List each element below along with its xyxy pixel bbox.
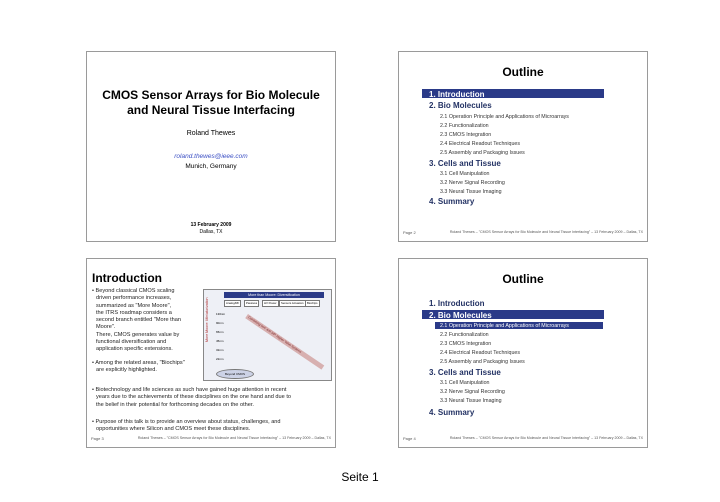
slide-footer <box>403 435 643 443</box>
figure-base-label: Beyond CMOS <box>216 369 254 379</box>
sub-item: 2.2 Functionalization <box>440 123 489 129</box>
intro-title: Introduction <box>92 271 162 285</box>
bullet-line: Moore". <box>96 324 116 331</box>
footer-text: Roland Thewes – "CMOS Sensor Arrays for Bio Molecule and Neural Tissue Interfacing" – 13 February 2009 – Dallas, TX <box>449 230 643 234</box>
sub-item: 3.3 Neural Tissue Imaging <box>440 398 502 404</box>
figure-vertical-label: More Moore: Miniaturization <box>205 297 209 342</box>
author-location: Munich, Germany <box>185 163 237 170</box>
bullet-line: second branch entitled "More than <box>96 317 182 324</box>
figure-box: Biochips <box>307 301 318 305</box>
bullet-line: years due to the achievements of these disciplines on the one hand and due to <box>96 394 291 401</box>
sub-item: 2.3 CMOS Integration <box>440 132 492 138</box>
page-number: Page 3 <box>91 436 104 441</box>
page-number: Page 4 <box>403 436 416 441</box>
sub-item: 3.2 Nerve Signal Recording <box>440 389 505 395</box>
bullet-3 <box>92 387 332 409</box>
node-label: 45nm <box>216 339 224 343</box>
sub-item: 2.1 Operation Principle and Applications of Microarrays <box>440 114 569 120</box>
bullet-4 <box>92 419 332 434</box>
sub-item: 2.2 Functionalization <box>440 332 489 338</box>
sub-item: 2.5 Assembly and Packaging Issues <box>440 150 525 156</box>
footer-text: Roland Thewes – "CMOS Sensor Arrays for Bio Molecule and Neural Tissue Interfacing" – 13 February 2009 – Dallas, TX <box>449 436 643 440</box>
sub-item: 3.1 Cell Manipulation <box>440 380 490 386</box>
page-number: Page 2 <box>403 230 416 235</box>
bullet-line: the belief in their potential for forthcoming decades on the other. <box>96 401 254 408</box>
section-summary: 4. Summary <box>429 197 475 206</box>
section-bio-molecules: 2. Bio Molecules <box>429 311 492 320</box>
bullet-line: • Biotechnology and life sciences as such have gained huge attention in recent <box>92 387 287 393</box>
bullet-2 <box>92 360 207 375</box>
figure-diagonal-label: Combining SoC and SiP: Higher Value Systems <box>245 314 324 370</box>
bullet-line: summarized as "More Moore", <box>96 302 172 309</box>
section-cells-tissue: 3. Cells and Tissue <box>429 368 501 377</box>
figure-header: More than Moore: Diversification <box>224 292 324 298</box>
outline-slide-bio <box>398 258 648 448</box>
slide-title-line2: and Neural Tissue Interfacing <box>127 103 295 117</box>
footer-text: Roland Thewes – "CMOS Sensor Arrays for Bio Molecule and Neural Tissue Interfacing" – 13 February 2009 – Dallas, TX <box>137 436 331 440</box>
author-name: Roland Thewes <box>186 130 236 137</box>
bullet-line: functional diversification and <box>96 339 167 346</box>
sub-item: 2.4 Electrical Readout Techniques <box>440 350 520 356</box>
figure-box: Passives <box>246 301 258 305</box>
figure-box: Analog/RF <box>226 301 240 305</box>
figure-box: HV Power <box>264 301 277 305</box>
node-label: 65nm <box>216 330 224 334</box>
section-cells-tissue: 3. Cells and Tissue <box>429 159 501 168</box>
section-summary: 4. Summary <box>429 408 475 417</box>
bullet-line: • Beyond classical CMOS scaling <box>92 288 175 294</box>
bullet-line: There, CMOS generates value by <box>96 331 180 338</box>
bullet-1 <box>92 288 202 354</box>
bullet-line: the ITRS roadmap considers a <box>96 309 172 316</box>
sub-item: 3.3 Neural Tissue Imaging <box>440 189 502 195</box>
bullet-line: • Purpose of this talk is to provide an overview about status, challenges, and <box>92 419 281 425</box>
sub-item: 2.5 Assembly and Packaging Issues <box>440 359 525 365</box>
author-email-link[interactable]: roland.thewes@ieee.com <box>174 153 248 160</box>
bullet-line: driven performance increases, <box>96 295 172 302</box>
slide-footer <box>403 229 643 237</box>
slide-title-line1: CMOS Sensor Arrays for Bio Molecule <box>102 88 320 102</box>
bullet-line: opportunities where Silicon and CMOS meet these disciplines. <box>96 426 251 433</box>
page-label: Seite 1 <box>341 470 379 484</box>
sub-item: 2.3 CMOS Integration <box>440 341 492 347</box>
more-than-moore-figure <box>203 289 332 381</box>
node-list <box>216 310 225 364</box>
section-introduction: 1. Introduction <box>429 299 485 308</box>
outline-title: Outline <box>502 65 544 79</box>
sub-item: 3.1 Cell Manipulation <box>440 171 490 177</box>
node-label: 22nm <box>216 357 224 361</box>
node-label: 130nm <box>216 312 226 316</box>
introduction-slide <box>86 258 336 448</box>
section-introduction: 1. Introduction <box>429 90 485 99</box>
slide-footer <box>91 435 331 443</box>
sub-item-highlighted: 2.1 Operation Principle and Applications of Microarrays <box>440 323 569 329</box>
sub-item: 3.2 Nerve Signal Recording <box>440 180 505 186</box>
outline-title: Outline <box>502 272 544 286</box>
bullet-line: are explicitly highlighted. <box>96 367 157 374</box>
talk-date: 13 February 2009 <box>190 222 232 228</box>
node-label: 90nm <box>216 321 224 325</box>
talk-city: Dallas, TX <box>199 229 223 235</box>
bullet-line: • Among the related areas, "Biochips" <box>92 360 185 366</box>
title-slide <box>86 51 336 242</box>
sub-item: 2.4 Electrical Readout Techniques <box>440 141 520 147</box>
section-bio-molecules: 2. Bio Molecules <box>429 101 492 110</box>
outline-slide-intro <box>398 51 648 242</box>
node-label: 32nm <box>216 348 224 352</box>
bullet-line: application specific extensions. <box>96 346 173 353</box>
figure-box: Sensors Actuators <box>281 301 304 305</box>
